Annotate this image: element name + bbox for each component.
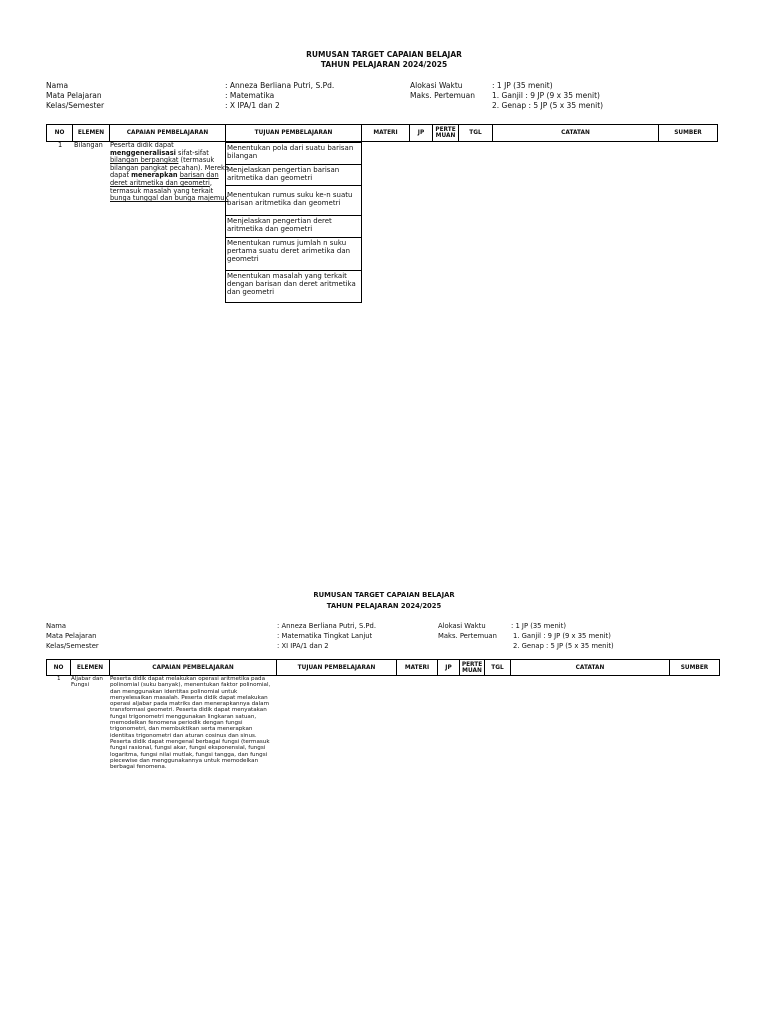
nama-value: : Anneza Berliana Putri, S.Pd. bbox=[277, 622, 377, 630]
row-elemen bbox=[71, 676, 103, 689]
mapel-label: Mata Pelajaran bbox=[46, 632, 97, 640]
nama-value: : Anneza Berliana Putri, S.Pd. bbox=[225, 81, 335, 90]
kelas-label: Kelas/Semester bbox=[46, 101, 105, 110]
page-2-subtitle: TAHUN PELAJARAN 2024/2025 bbox=[326, 602, 442, 610]
maks-label: Maks. Pertemuan bbox=[410, 91, 476, 100]
tujuan-item: Menjelaskan pengertian barisan aritmetika dan geometri bbox=[225, 164, 362, 186]
tujuan-item: Menentukan rumus jumlah n suku pertama suatu deret arimetika dan geometri bbox=[225, 237, 362, 271]
header-elemen: ELEMEN bbox=[72, 124, 110, 142]
header-sumber: SUMBER bbox=[658, 124, 718, 142]
cp-line: polinomial (suku banyak), menentukan faktor polinomial, bbox=[110, 682, 271, 689]
page-1-title: RUMUSAN TARGET CAPAIAN BELAJAR bbox=[306, 50, 462, 59]
cp-line: fungsi rasional, fungsi akar, fungsi eksponensial, fungsi bbox=[110, 745, 266, 752]
header-no: NO bbox=[46, 124, 73, 142]
page-1-subtitle: TAHUN PELAJARAN 2024/2025 bbox=[320, 60, 448, 69]
header-pertemuan bbox=[432, 124, 459, 142]
row-capaian bbox=[110, 142, 228, 203]
page-2-title: RUMUSAN TARGET CAPAIAN BELAJAR bbox=[313, 591, 455, 599]
mapel-value: : Matematika Tingkat Lanjut bbox=[277, 632, 373, 640]
row-capaian bbox=[110, 676, 280, 770]
header-pertemuan-line1: PERTE bbox=[461, 661, 483, 668]
kelas-value: : X IPA/1 dan 2 bbox=[225, 101, 280, 110]
header-elemen: ELEMEN bbox=[70, 659, 110, 676]
header-jp: JP bbox=[409, 124, 433, 142]
cp-line: piecewise dan menggunakannya untuk memodelkan bbox=[110, 757, 259, 764]
cp-line: identitas trigonometri dan aturan cosinus dan sinus. bbox=[110, 732, 257, 739]
row-elemen: Bilangan bbox=[74, 141, 103, 149]
header-catatan: CATATAN bbox=[510, 659, 670, 676]
cp-text: (termasuk bbox=[178, 156, 215, 165]
header-tgl: TGL bbox=[484, 659, 511, 676]
genap-value: 2. Genap : 5 JP (5 x 35 menit) bbox=[513, 642, 614, 650]
cp-text: dapat bbox=[110, 171, 132, 180]
cp-underline: barisan dan bbox=[179, 171, 219, 180]
cp-line: menyelesaikan masalah. Peserta didik dapat melakukan bbox=[110, 694, 268, 701]
cp-line: transformasi geometri. Peserta didik dapat menyatakan bbox=[110, 707, 267, 714]
header-tujuan: TUJUAN PEMBELAJARAN bbox=[225, 124, 362, 142]
mapel-label: Mata Pelajaran bbox=[46, 91, 102, 100]
cp-text: sifat-sifat bbox=[175, 148, 209, 157]
cp-underline: bilangan berpangkat bbox=[110, 156, 179, 165]
alokasi-value: : 1 JP (35 menit) bbox=[492, 81, 553, 90]
tujuan-item: Menjelaskan pengertian deret aritmetika dan geometri bbox=[225, 215, 362, 238]
row-no: 1 bbox=[58, 141, 63, 149]
tujuan-item: Menentukan pola dari suatu barisan bilangan bbox=[225, 142, 362, 165]
alokasi-value: : 1 JP (35 menit) bbox=[511, 622, 566, 630]
elemen-line: Aljabar dan bbox=[71, 676, 103, 682]
header-materi: MATERI bbox=[396, 659, 438, 676]
cp-bold: menerapkan bbox=[131, 171, 178, 180]
header-tgl: TGL bbox=[458, 124, 493, 142]
kelas-label: Kelas/Semester bbox=[46, 642, 99, 650]
tujuan-item: Menentukan masalah yang terkait dengan barisan dan deret aritmetika dan geometri bbox=[225, 270, 362, 303]
tujuan-item: Menentukan rumus suku ke-n suatu barisan aritmetika dan geometri bbox=[225, 185, 362, 216]
cp-text: , bbox=[209, 178, 212, 187]
kelas-value: : XI IPA/1 dan 2 bbox=[277, 642, 329, 650]
cp-line: Peserta didik dapat bbox=[110, 141, 174, 149]
header-catatan: CATATAN bbox=[492, 124, 659, 142]
cp-line: bilangan pangkat pecahan). Mereka bbox=[110, 163, 229, 172]
alokasi-label: Alokasi Waktu bbox=[410, 81, 463, 90]
header-pertemuan-line2: MUAN bbox=[435, 133, 456, 139]
cp-bold: menggeneralisasi bbox=[110, 148, 176, 157]
header-pertemuan-line1: PERTE bbox=[435, 127, 456, 133]
cp-line: termasuk masalah yang terkait bbox=[110, 186, 214, 195]
ganjil-value: 1. Ganjil : 9 JP (9 x 35 menit) bbox=[492, 91, 600, 100]
header-capaian: CAPAIAN PEMBELAJARAN bbox=[109, 659, 277, 676]
cp-line: berbagai fenomena. bbox=[110, 764, 167, 771]
cp-line: fungsi trigonometri menggunakan lingkaran satuan, bbox=[110, 713, 257, 720]
cp-line: dan menggunakan identitas polinomial untuk bbox=[110, 688, 238, 695]
nama-label: Nama bbox=[46, 81, 69, 90]
genap-value: 2. Genap : 5 JP (5 x 35 menit) bbox=[492, 101, 604, 110]
elemen-line: Fungsi bbox=[71, 682, 90, 689]
nama-label: Nama bbox=[46, 622, 67, 630]
header-tujuan: TUJUAN PEMBELAJARAN bbox=[276, 659, 397, 676]
cp-line: trigonometri, dan membuktikan serta menerapkan bbox=[110, 726, 253, 733]
cp-line: logaritma, fungsi nilai mutlak, fungsi tangga, dan fungsi bbox=[110, 751, 268, 758]
mapel-value: : Matematika bbox=[225, 91, 275, 100]
maks-label: Maks. Pertemuan bbox=[438, 632, 497, 640]
alokasi-label: Alokasi Waktu bbox=[438, 622, 486, 630]
cp-line: operasi aljabar pada matriks dan menerapkannya dalam bbox=[110, 701, 270, 708]
cp-line: Peserta didik dapat mengenal berbagai fungsi (termasuk bbox=[110, 738, 270, 745]
cp-underline: bunga tunggal dan bunga majemuk bbox=[110, 194, 229, 203]
cp-line: Peserta didik dapat melakukan operasi aritmetika pada bbox=[110, 676, 266, 682]
cp-line: memodelkan fenomena periodik dengan fungsi bbox=[110, 720, 243, 727]
header-sumber: SUMBER bbox=[669, 659, 720, 676]
header-capaian: CAPAIAN PEMBELAJARAN bbox=[109, 124, 226, 142]
header-materi: MATERI bbox=[361, 124, 410, 142]
row-no: 1 bbox=[57, 676, 61, 682]
cp-line bbox=[110, 195, 228, 203]
ganjil-value: 1. Ganjil : 9 JP (9 x 35 menit) bbox=[513, 632, 611, 640]
header-pertemuan-line2: MUAN bbox=[462, 667, 482, 674]
header-no: NO bbox=[46, 659, 71, 676]
header-jp: JP bbox=[437, 659, 460, 676]
header-pertemuan bbox=[459, 659, 485, 676]
cp-underline: deret aritmetika dan geometri bbox=[110, 178, 210, 187]
